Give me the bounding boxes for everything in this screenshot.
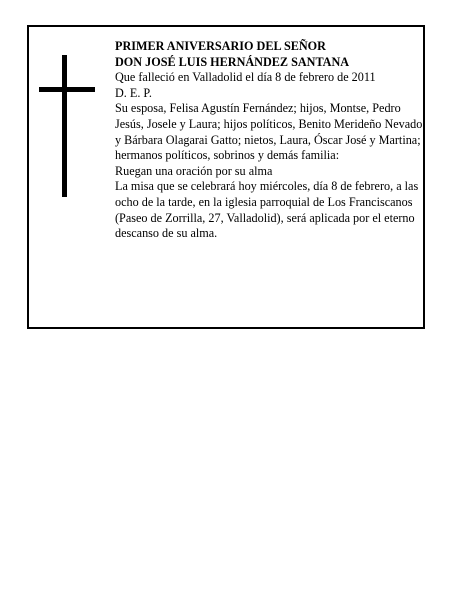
cross-vertical-bar bbox=[62, 55, 67, 197]
cross-horizontal-bar bbox=[39, 87, 95, 92]
prayer-line: Ruegan una oración por su alma bbox=[115, 163, 273, 178]
obituary-notice bbox=[27, 25, 425, 329]
notice-text-block bbox=[115, 39, 423, 242]
death-info: Que falleció en Valladolid el día 8 de febrero de 2011 bbox=[115, 70, 376, 85]
notice-title-line-2: DON JOSÉ LUIS HERNÁNDEZ SANTANA bbox=[115, 54, 350, 69]
notice-title-line-1: PRIMER ANIVERSARIO DEL SEÑOR bbox=[115, 39, 326, 53]
mass-info: La misa que se celebrará hoy miércoles, día 8 de febrero, a las ocho de la tarde, en la iglesia parroquial de Los Franciscanos (Paseo de Zorrilla, 27, Valladolid), será aplicada por el eterno descanso de su alma. bbox=[115, 179, 419, 241]
family-list: Su esposa, Felisa Agustín Fernández; hijos, Montse, Pedro Jesús, Josele y Laura; hijos políticos, Benito Merideño Nevado y Bárbara Olagarai Gatto; nietos, Laura, Óscar José y Martina; hermanos políticos, sobrinos y demás familia: bbox=[115, 101, 423, 163]
dep-line: D. E. P. bbox=[115, 85, 152, 100]
cross-icon bbox=[37, 55, 97, 197]
